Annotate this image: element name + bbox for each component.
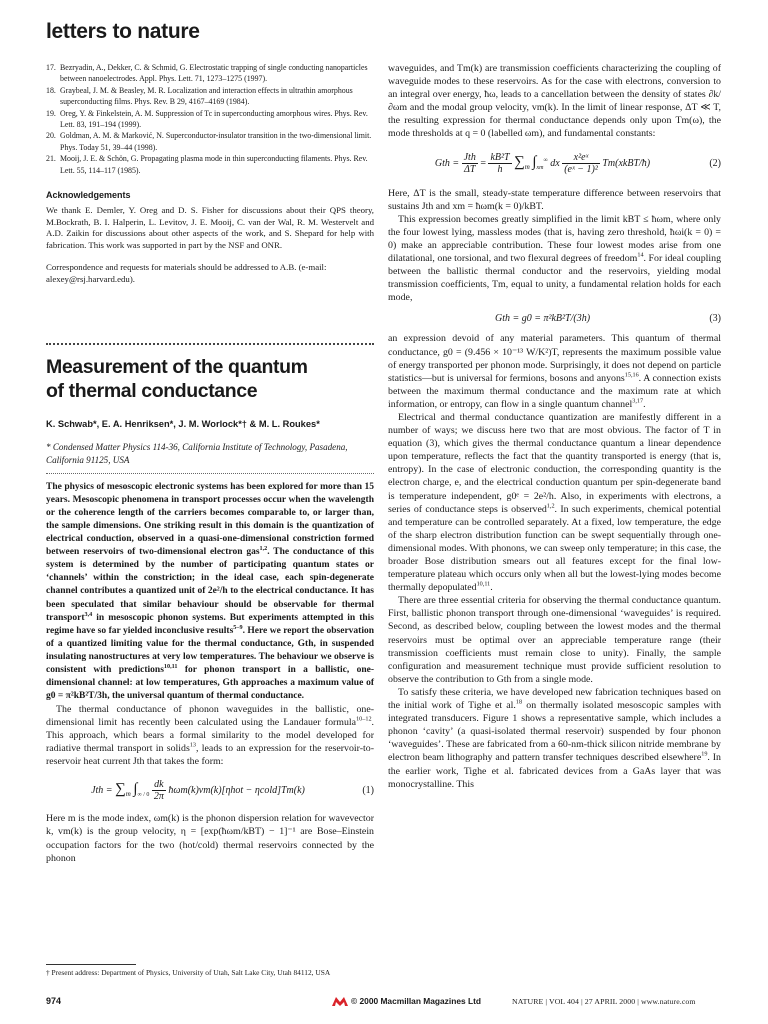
integral-lower-limit: xm bbox=[536, 164, 544, 171]
reference-item bbox=[46, 130, 374, 153]
author-list: K. Schwab*, E. A. Henriksen*, J. M. Worlock*† & M. L. Roukes* bbox=[46, 419, 320, 430]
reference-item bbox=[46, 153, 374, 176]
fraction-numerator: dk bbox=[152, 779, 166, 791]
citation: 18 bbox=[515, 698, 523, 706]
citation: 1,2 bbox=[546, 502, 555, 510]
body-text: . In such experiments, chemical potential and temperature can be controlled separately. At a fixed, low temperature, the edge of the sharp electron distribution function can be swept sequentially through one-dimensional modes. With phonons, we can sweep only temperature; in this case, the broader Bose distribution smears out all features except for the final low-temperature plateau which occurs only when all but the lowest-lying modes become thermally depopulated bbox=[388, 503, 721, 594]
body-paragraph: waveguides, and Tm(k) are transmission coefficients characterizing the coupling of waveguide modes to these reservoirs. As for the case with electrons, conversion to an integral over energy, ħω, leads to a cancellation between the density of states ∂k/∂ωm and the modal group velocity, vm(k). In the limit of linear response, ΔT ≪ T, the resulting expression for thermal conductance depends only upon Tm(ω), the mode thresholds at q = 0 (labelled ωm), and fundamental constants: bbox=[388, 63, 721, 140]
article-title bbox=[46, 355, 374, 403]
abstract-text: . Here we report the observation of a quantized limiting value for the thermal conductance, Gth, in suspended insulating nanostructures at very low temperatures. The behaviour we observe is consistent with predictions bbox=[46, 625, 374, 675]
equation-fraction bbox=[462, 152, 478, 175]
body-paragraph bbox=[46, 703, 374, 768]
page-number: 974 bbox=[46, 996, 62, 1006]
sum-symbol: ∑ bbox=[514, 153, 525, 170]
body-text: on thermally isolated mesoscopic samples with integrated transducers. Figure 1 shows a representative sample, which includes a phonon ‘cavity’ (a quasi-isolated thermal reservoir) suspended by four phonon ‘waveguides’. These are fabricated from a 60-nm-thick silicon nitride membrane by electron beam lithography and pattern transfer techniques described elsewhere bbox=[388, 700, 722, 764]
copyright-line bbox=[332, 996, 481, 1006]
fraction-numerator: x²eˣ bbox=[562, 152, 600, 164]
reference-number: 17. bbox=[46, 63, 56, 72]
right-column bbox=[388, 62, 721, 791]
body-paragraph bbox=[388, 686, 721, 791]
body-text: . In the earlier work, Tighe et al. fabricated devices from a GaAs layer that was monocrystalline. This bbox=[388, 752, 721, 790]
citation: 10,11 bbox=[163, 662, 178, 670]
body-paragraph bbox=[388, 332, 721, 411]
abstract-text: in mesoscopic phonon systems. But experiments attempted in this regime have so far yielded inconclusive results bbox=[46, 612, 374, 636]
body-text: To satisfy these criteria, we have developed new fabrication techniques based on the initial work of Tighe et al. bbox=[388, 686, 721, 712]
equation-term: Jth = bbox=[91, 784, 113, 796]
body-text: . A connection exists between the maximum thermal conductance and the maximum rate at which information, or entropy, can flow in a single quantum channel bbox=[388, 372, 722, 410]
reference-number: 20. bbox=[46, 131, 56, 141]
body-paragraph bbox=[388, 213, 721, 305]
fraction-denominator: ΔT bbox=[464, 164, 476, 176]
macmillan-logo-icon bbox=[332, 996, 348, 1006]
abstract bbox=[46, 481, 374, 703]
citation: 15,16 bbox=[624, 371, 639, 379]
reference-number: 19. bbox=[46, 108, 56, 118]
body-paragraph: Here m is the mode index, ωm(k) is the phonon dispersion relation for wavevector k, vm(k) is the group velocity, η = [exp(ħωm/kBT) − 1]⁻¹ are Bose–Einstein occupation factors for the two (hot/cold) thermal reservoirs connected by the phonon bbox=[46, 813, 374, 864]
article-title-line: Measurement of the quantum bbox=[46, 356, 308, 379]
body-text: an expression devoid of any material parameters. This quantum of thermal conductance, g0 = (9.456 × 10⁻¹³ W/K²)T, represents the maximum possible value of energy transported per phonon mode. Surprisingly, it does not depend on particle statistics—but is universal for fermions, bosons and anyons bbox=[388, 333, 721, 384]
section-header: letters to nature bbox=[46, 20, 200, 43]
abstract-separator bbox=[46, 473, 374, 474]
body-text: The thermal conductance of phonon waveguides in the ballistic, one-dimensional limit has recently been calculated using the Landauer formula bbox=[46, 703, 374, 728]
equation-2-body bbox=[388, 152, 697, 175]
equation-term: Tm(xkBT/ħ) bbox=[602, 157, 651, 169]
body-text: Electrical and thermal conductance quantization are manifestly different in a number of ways; we discuss here two that are most obvious. The factor of T in equation (3), which gives the thermal conductance quantum a linear dependence upon temperature, reflects the fact that the quantity transported is energy (that is, entropy). In the case of electronic conduction, the corresponding quantity is the electron charge, e, and the electrical conduction quantum per spin-degenerate band is temperature independent, g0ᵉ = 2e²/h. Also, in experiments with electrons, a series of conductance steps is observed bbox=[388, 411, 721, 515]
body-text: . bbox=[490, 582, 493, 594]
left-column bbox=[46, 62, 374, 865]
equation-fraction bbox=[488, 152, 511, 175]
body-text: . This approach, which bears a formal similarity to the model developed for radiative thermal transport in solids bbox=[46, 716, 374, 755]
citation: 3,4 bbox=[84, 610, 93, 618]
footnote-text: † Present address: Department of Physics, University of Utah, Salt Lake City, Utah 84112, USA bbox=[46, 968, 331, 977]
equation-2 bbox=[388, 141, 721, 187]
reference-text: Graybeal, J. M. & Beasley, M. R. Localization and interaction effects in ultrathin amorphous superconducting films. Phys. Rev. B 29, 4167–4169 (1984). bbox=[60, 85, 353, 107]
integral-upper-limit: ∞ bbox=[543, 157, 548, 164]
equation-1-body bbox=[46, 779, 350, 802]
equation-number: (1) bbox=[362, 784, 374, 796]
body-text: . For ideal coupling between the ballistic thermal conductor and the reservoirs, yielding modal transmission coefficients, Tm, equal to unity, a fundamental relation holds for each mode, bbox=[388, 253, 722, 304]
copyright-text: © 2000 Macmillan Magazines Ltd bbox=[351, 996, 481, 1006]
integral-symbol: ∫ bbox=[532, 153, 537, 170]
article-separator bbox=[46, 343, 374, 345]
sum-symbol: ∑ bbox=[115, 780, 126, 797]
equation-term: dx bbox=[550, 157, 560, 169]
abstract-text: for phonon transport in a ballistic, one-dimensional channel: at low temperatures, Gth approaches a maximum value of g0 = π²kB²T/3h, the universal quantum of thermal conductance. bbox=[46, 664, 374, 701]
affiliation: * Condensed Matter Physics 114-36, California Institute of Technology, Pasadena, California 91125, USA bbox=[46, 442, 348, 465]
equals-sign: = bbox=[480, 157, 486, 169]
abstract-text: The physics of mesoscopic electronic systems has been explored for more than 15 years. Mesoscopic phenomena in transport processes occur when the wavelength or the coherence length of the carriers becomes comparable to, or larger than, the sample dimensions. One striking result in this domain is the quantization of electrical conduction, observed in a quasi-one-dimensional constriction formed between reservoirs of two-dimensional electron gas bbox=[46, 482, 374, 558]
reference-number: 18. bbox=[46, 85, 56, 95]
sum-index: m bbox=[524, 162, 530, 171]
citation: 13 bbox=[189, 741, 197, 749]
equation-3 bbox=[388, 304, 721, 332]
fraction-denominator: h bbox=[497, 164, 503, 176]
correspondence-text: Correspondence and requests for materials should be addressed to A.B. (e-mail: alexey@rsj.harvard.edu). bbox=[46, 261, 327, 284]
reference-text: Oreg, Y. & Finkelstein, A. M. Suppression of Tc in superconducting amorphous wires. Phys. Rev. Lett. 83, 191–194 (1999). bbox=[60, 108, 368, 130]
citation: 19 bbox=[701, 751, 708, 759]
body-text: This expression becomes greatly simplified in the limit kBT ≤ ħωm, where only the four lowest lying, massless modes (that is, having zero threshold, ħωi(k = 0) = 0) make an appreciable contribution. These four lowest modes arise from one dilatational, one torsional, and two flexural degrees of freedom bbox=[388, 213, 721, 265]
journal-info: NATURE | VOL 404 | 27 APRIL 2000 | www.nature.com bbox=[512, 997, 696, 1006]
body-text: . bbox=[643, 398, 646, 410]
acknowledgements-text: We thank E. Demler, Y. Oreg and D. S. Fisher for discussions about their QPS theory, M.Bockrath, B. I. Halperin, L. Levitov, J. E. Mooij, C. van der Wal, R. M. Westervelt and A.D. Zaikin for discussions about other aspects of the work, and S. Shepard for help with fabrication. This work was supported in part by the NSF and ONR. bbox=[46, 205, 374, 251]
reference-text: Mooij, J. E. & Schön, G. Propagating plasma mode in thin superconducting filaments. Phys. Rev. Lett. 55, 114–117 (1985). bbox=[60, 154, 368, 175]
body-text: , leads to an expression for the reservoir-to-reservoir heat current Jth that takes the form: bbox=[46, 743, 374, 768]
citation: 3,17 bbox=[632, 397, 644, 405]
sum-index: m bbox=[125, 789, 131, 798]
reference-item bbox=[46, 85, 374, 108]
fraction-denominator: 2π bbox=[153, 790, 164, 802]
equation-term: Gth = bbox=[434, 157, 460, 169]
fraction-numerator: kB²T bbox=[490, 152, 510, 164]
citation: 5–9 bbox=[233, 623, 243, 631]
body-paragraph bbox=[388, 411, 721, 594]
citation: 1,2 bbox=[259, 545, 268, 553]
reference-number: 21. bbox=[46, 154, 56, 164]
citation: 14 bbox=[637, 251, 644, 259]
abstract-text: . The conductance of this system is determined by the number of participating quantum states or ‘channels’ within the constriction; in the ideal case, each spin-degenerate channel contributes a quantized unit of 2e²/h to the electrical conductance. It has been speculated that similar behaviour should be observable for thermal transport bbox=[46, 547, 374, 623]
equation-3-body: Gth = g0 = π²kB²T/(3h) bbox=[494, 312, 591, 324]
equation-1 bbox=[46, 768, 374, 812]
body-paragraph: Here, ΔT is the small, steady-state temperature difference between reservoirs that sustains Jth and xm = ħωm(k = 0)/kBT. bbox=[388, 187, 721, 212]
footnote bbox=[46, 964, 331, 977]
article-title-line: of thermal conductance bbox=[46, 380, 258, 403]
equation-fraction bbox=[562, 152, 600, 175]
citation: 10–12 bbox=[356, 715, 372, 723]
acknowledgements-heading: Acknowledgements bbox=[46, 190, 131, 201]
body-paragraph: There are three essential criteria for observing the thermal conductance quantum. First, ballistic phonon transport through one-dimensional ‘waveguides’ is required. Second, as described below, coupling between the lowest modes and the thermal reservoirs must be optimal over an appreciable temperature range (their transmission coefficients must remain close to unity). Finally, the sample configuration and measurement technique must provide sufficient resolution to observe the contribution to Gth from a single mode. bbox=[388, 595, 721, 685]
reference-list bbox=[46, 62, 374, 176]
citation: 10,11 bbox=[476, 580, 491, 588]
equation-number: (3) bbox=[709, 312, 721, 324]
reference-item bbox=[46, 108, 374, 131]
reference-text: Goldman, A. M. & Marković, N. Superconductor-insulator transition in the two-dimensional limit. Phys. Today 51, 39–44 (1998). bbox=[60, 131, 372, 152]
reference-item bbox=[46, 62, 374, 85]
fraction-denominator: (eˣ − 1)² bbox=[564, 164, 598, 176]
integral-limits: ∞ / 0 bbox=[137, 791, 150, 798]
equation-term: ħωm(k)vm(k)[ηhot − ηcold]Tm(k) bbox=[168, 784, 305, 796]
fraction-numerator: Jth bbox=[463, 152, 476, 164]
equation-number: (2) bbox=[709, 158, 721, 170]
equation-fraction bbox=[152, 779, 166, 802]
reference-text: Bezryadin, A., Dekker, C. & Schmid, G. Electrostatic trapping of single conducting nanoparticles between nanoelectrodes. Appl. Phys. Lett. 71, 1273–1275 (1997). bbox=[60, 63, 368, 84]
integral-symbol: ∫ bbox=[133, 780, 138, 797]
